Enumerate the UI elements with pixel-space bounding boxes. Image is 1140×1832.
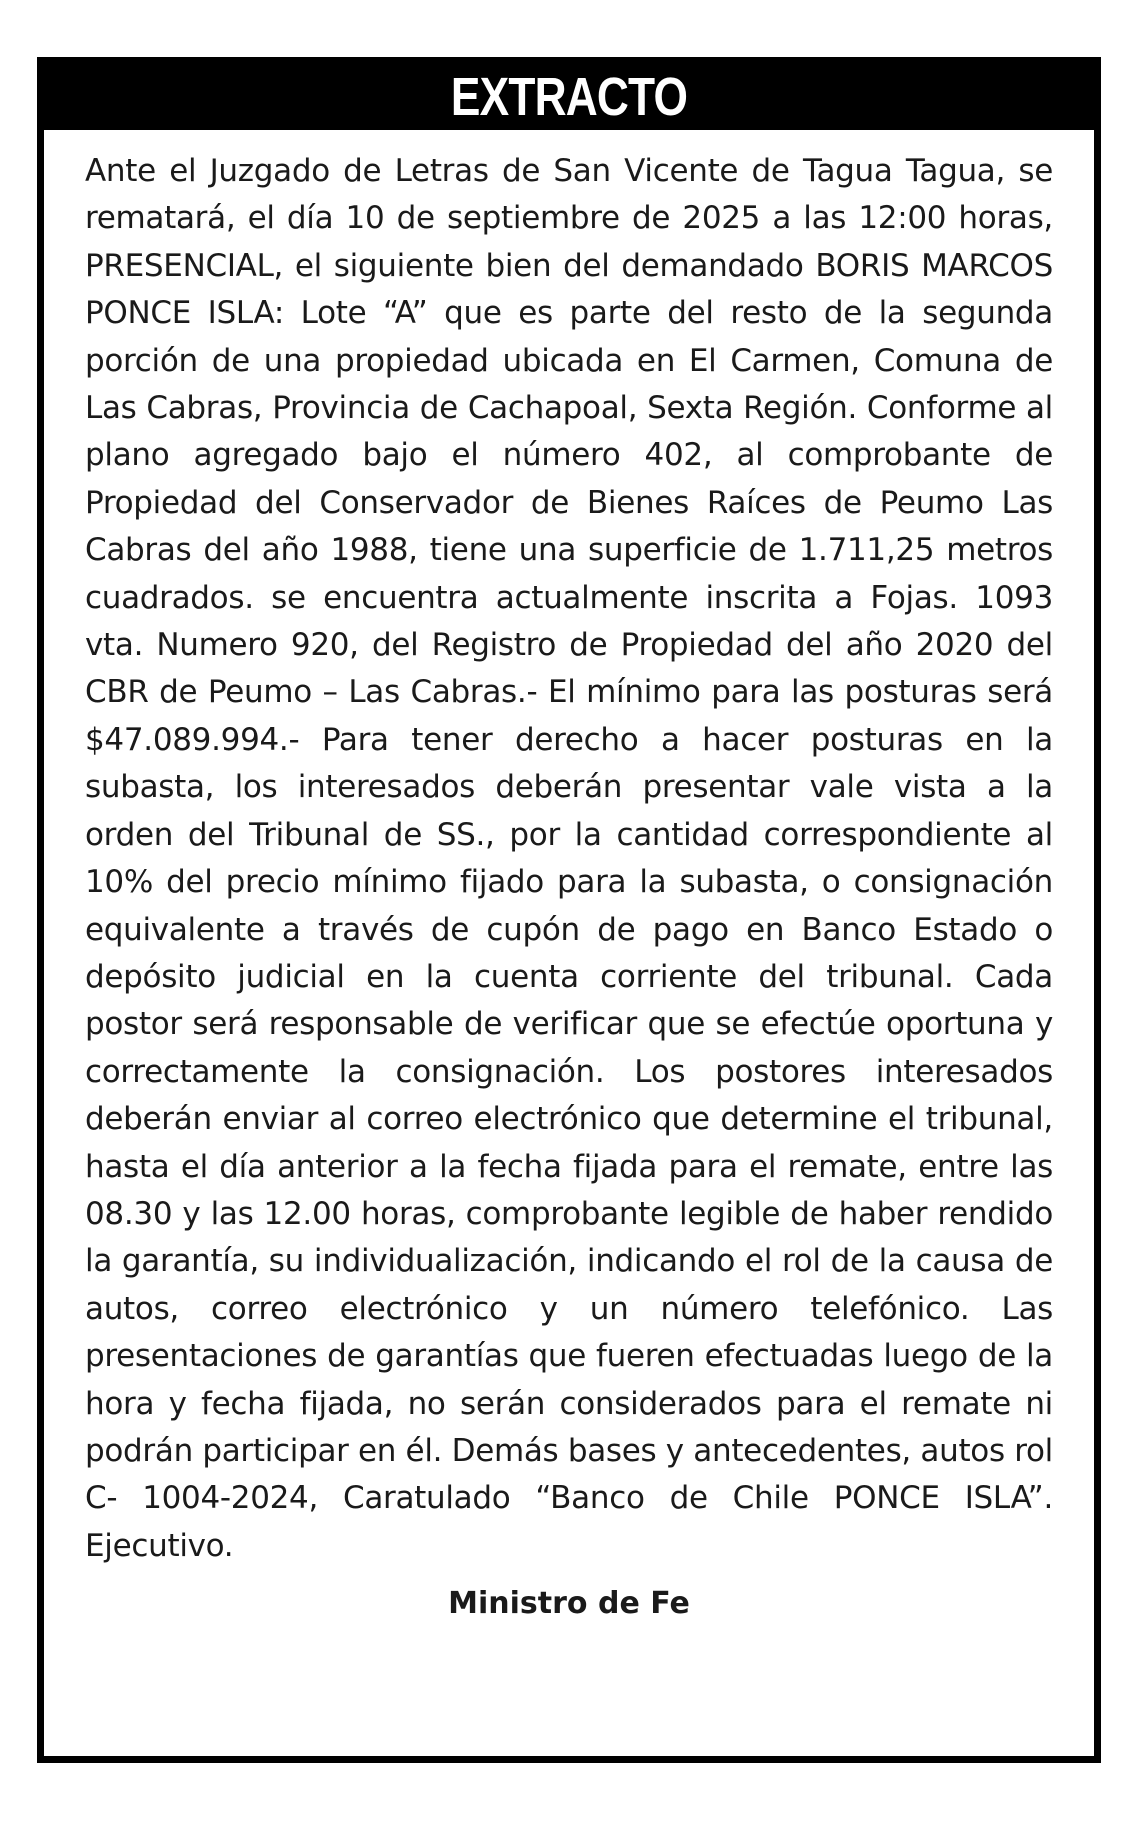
notice-header (44, 64, 1094, 130)
notice-box (37, 57, 1101, 1763)
notice-title: EXTRACTO (450, 67, 688, 127)
notice-signature: Ministro de Fe (448, 1586, 690, 1622)
notice-text: Ante el Juzgado de Letras de San Vicente de Tagua Tagua, se rematará, el día 10 de septiembre de 2025 a las 12:00 horas, PRESENCIAL, el siguiente bien del demandado BORIS MARCOS PONCE ISLA: Lote “A” que es parte del resto de la segunda porción de una propiedad ubicada en El Carmen, Comuna de Las Cabras, Provincia de Cachapoal, Sexta Región. Conforme al plano agregado bajo el número 402, al comprobante de Propiedad del Conservador de Bienes Raíces de Peumo Las Cabras del año 1988, tiene una superficie de 1.711,25 metros cuadrados. se encuentra actualmente inscrita a Fojas. 1093 vta. Numero 920, del Registro de Propiedad del año 2020 del CBR de Peumo – Las Cabras.- El mínimo para las posturas será $47.089.994.- Para tener derecho a hacer posturas en la subasta, los interesados deberán presentar vale vista a la orden del Tribunal de SS., por la cantidad correspondiente al 10% del precio mínimo fijado para la subasta, o consignación equivalente a través de cupón de pago en Banco Estado o depósito judicial en la cuenta corriente del tribunal. Cada postor será responsable de verificar que se efectúe oportuna y correctamente la consignación. Los postores interesados deberán enviar al correo electrónico que determine el tribunal, hasta el día anterior a la fecha fijada para el remate, entre las 08.30 y las 12.00 horas, comprobante legible de haber rendido la garantía, su individualización, indicando el rol de la causa de autos, correo electrónico y un número telefónico. Las presentaciones de garantías que fueren efectuadas luego de la hora y fecha fijada, no serán considerados para el remate ni podrán participar en él. Demás bases y antecedentes, autos rol C- 1004-2024, Caratulado “Banco de Chile PONCE ISLA”. Ejecutivo. (85, 153, 1053, 1564)
notice-body (44, 130, 1094, 1624)
